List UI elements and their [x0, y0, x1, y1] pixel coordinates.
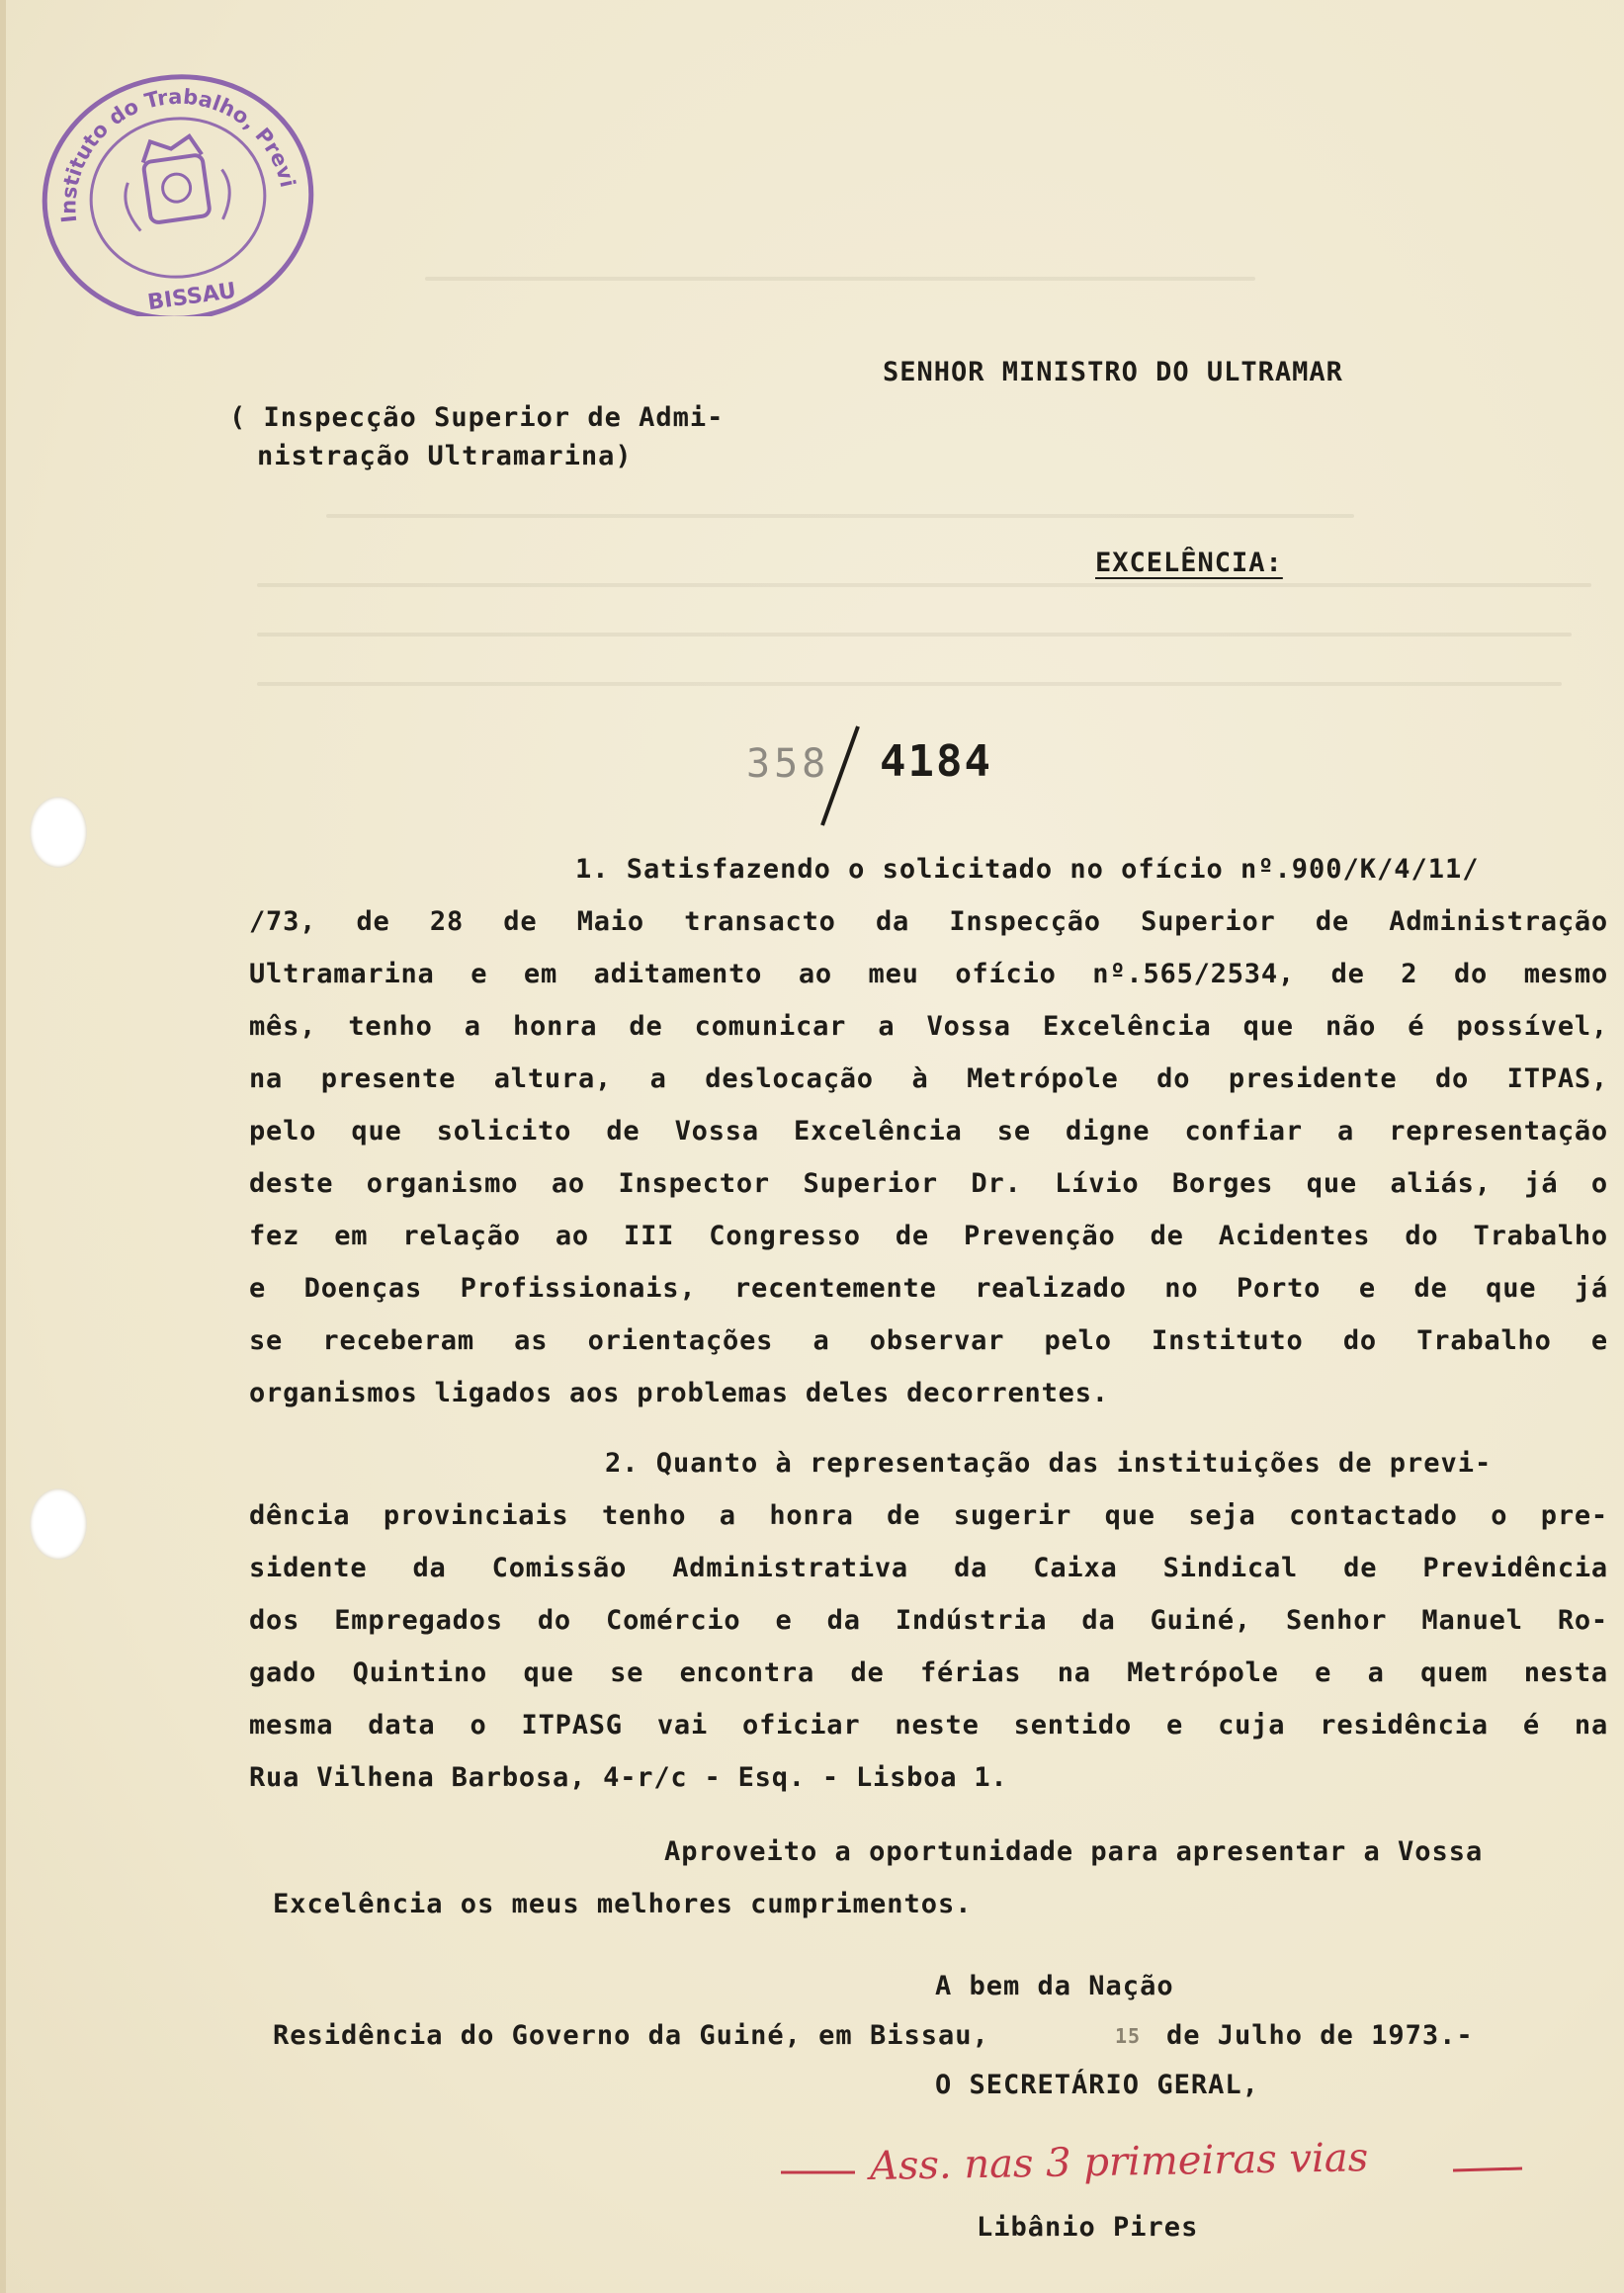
paragraph-1-line-6: pelo que solicito de Vossa Excelência se digne confiar a representação	[249, 1116, 1608, 1146]
punch-hole-lower	[30, 1488, 87, 1560]
paragraph-2-line-4: dos Empregados do Comércio e da Indústria da Guiné, Senhor Manuel Ro-	[249, 1605, 1608, 1636]
bleed-through-line	[257, 583, 1591, 587]
department-line-1: ( Inspecção Superior de Admi-	[229, 402, 725, 433]
paragraph-2-line-6: mesma data o ITPASG vai oficiar neste sentido e cuja residência é na	[249, 1710, 1608, 1741]
reference-slash	[811, 722, 870, 830]
handwritten-note: Ass. nas 3 primeiras vias	[869, 2135, 1369, 2189]
paragraph-2-line-3: sidente da Comissão Administrativa da Caixa Sindical de Previdência	[249, 1553, 1608, 1583]
paragraph-1-line-3: Ultramarina e em aditamento ao meu ofício nº.565/2534, de 2 do mesmo	[249, 959, 1608, 989]
bleed-through-line	[257, 633, 1572, 637]
handwritten-annotation	[776, 2115, 1527, 2194]
place-date: Residência do Governo da Guiné, em Bissau,	[273, 2020, 989, 2051]
date-day: 15	[1115, 2024, 1142, 2048]
paragraph-1-line-1: 1. Satisfazendo o solicitado no ofício nº.900/K/4/11/	[575, 854, 1480, 885]
recipient: SENHOR MINISTRO DO ULTRAMAR	[883, 357, 1343, 387]
svg-text:Instituto do Trabalho, Previdê	[30, 59, 300, 229]
paragraph-1-line-4: mês, tenho a honra de comunicar a Vossa Excelência que não é possível,	[249, 1011, 1608, 1042]
paragraph-1-line-9: e Doenças Profissionais, recentemente realizado no Porto e de que já	[249, 1273, 1608, 1304]
paragraph-1-line-8: fez em relação ao III Congresso de Prevenção de Acidentes do Trabalho	[249, 1221, 1608, 1251]
paragraph-2-line-5: gado Quintino que se encontra de férias na Metrópole e a quem nesta	[249, 1657, 1608, 1688]
paragraph-2-line-7: Rua Vilhena Barbosa, 4-r/c - Esq. - Lisboa 1.	[249, 1762, 1008, 1793]
date-rest: de Julho de 1973.-	[1166, 2020, 1474, 2051]
paragraph-1-line-2: /73, de 28 de Maio transacto da Inspecção Superior de Administração	[249, 906, 1608, 937]
bleed-through-line	[425, 277, 1255, 281]
motto: A bem da Nação	[935, 1971, 1174, 2001]
paragraph-1-line-10: se receberam as orientações a observar pelo Instituto do Trabalho e	[249, 1325, 1608, 1356]
bleed-through-line	[257, 682, 1562, 686]
official-stamp	[30, 59, 326, 316]
salutation: EXCELÊNCIA:	[1095, 548, 1283, 578]
paper-edge	[0, 0, 6, 2293]
punch-hole-upper	[30, 797, 87, 868]
stamped-reference-number: 358	[746, 741, 830, 787]
closing-line-2: Excelência os meus melhores cumprimentos.	[273, 1889, 973, 1919]
signatory-role: O SECRETÁRIO GERAL,	[935, 2070, 1259, 2100]
signatory-name: Libânio Pires	[977, 2212, 1199, 2243]
paragraph-1-line-7: deste organismo ao Inspector Superior Dr. Lívio Borges que aliás, já o	[249, 1168, 1608, 1199]
paragraph-2-line-2: dência provinciais tenho a honra de sugerir que seja contactado o pre-	[249, 1500, 1608, 1531]
stamp-city: BISSAU	[145, 278, 238, 316]
bleed-through-line	[326, 514, 1354, 518]
paragraph-1-line-11: organismos ligados aos problemas deles decorrentes.	[249, 1378, 1109, 1408]
coat-of-arms-icon	[118, 131, 233, 232]
closing-line-1: Aproveito a oportunidade para apresentar a Vossa	[664, 1836, 1484, 1867]
reference-number: 4184	[880, 736, 992, 787]
department-line-2: nistração Ultramarina)	[257, 441, 633, 471]
paragraph-2-line-1: 2. Quanto à representação das instituições de previ-	[605, 1448, 1493, 1479]
paragraph-1-line-5: na presente altura, a deslocação à Metrópole do presidente do ITPAS,	[249, 1063, 1608, 1094]
stamp-ring-text: Instituto do Trabalho, Previdência	[56, 84, 300, 224]
